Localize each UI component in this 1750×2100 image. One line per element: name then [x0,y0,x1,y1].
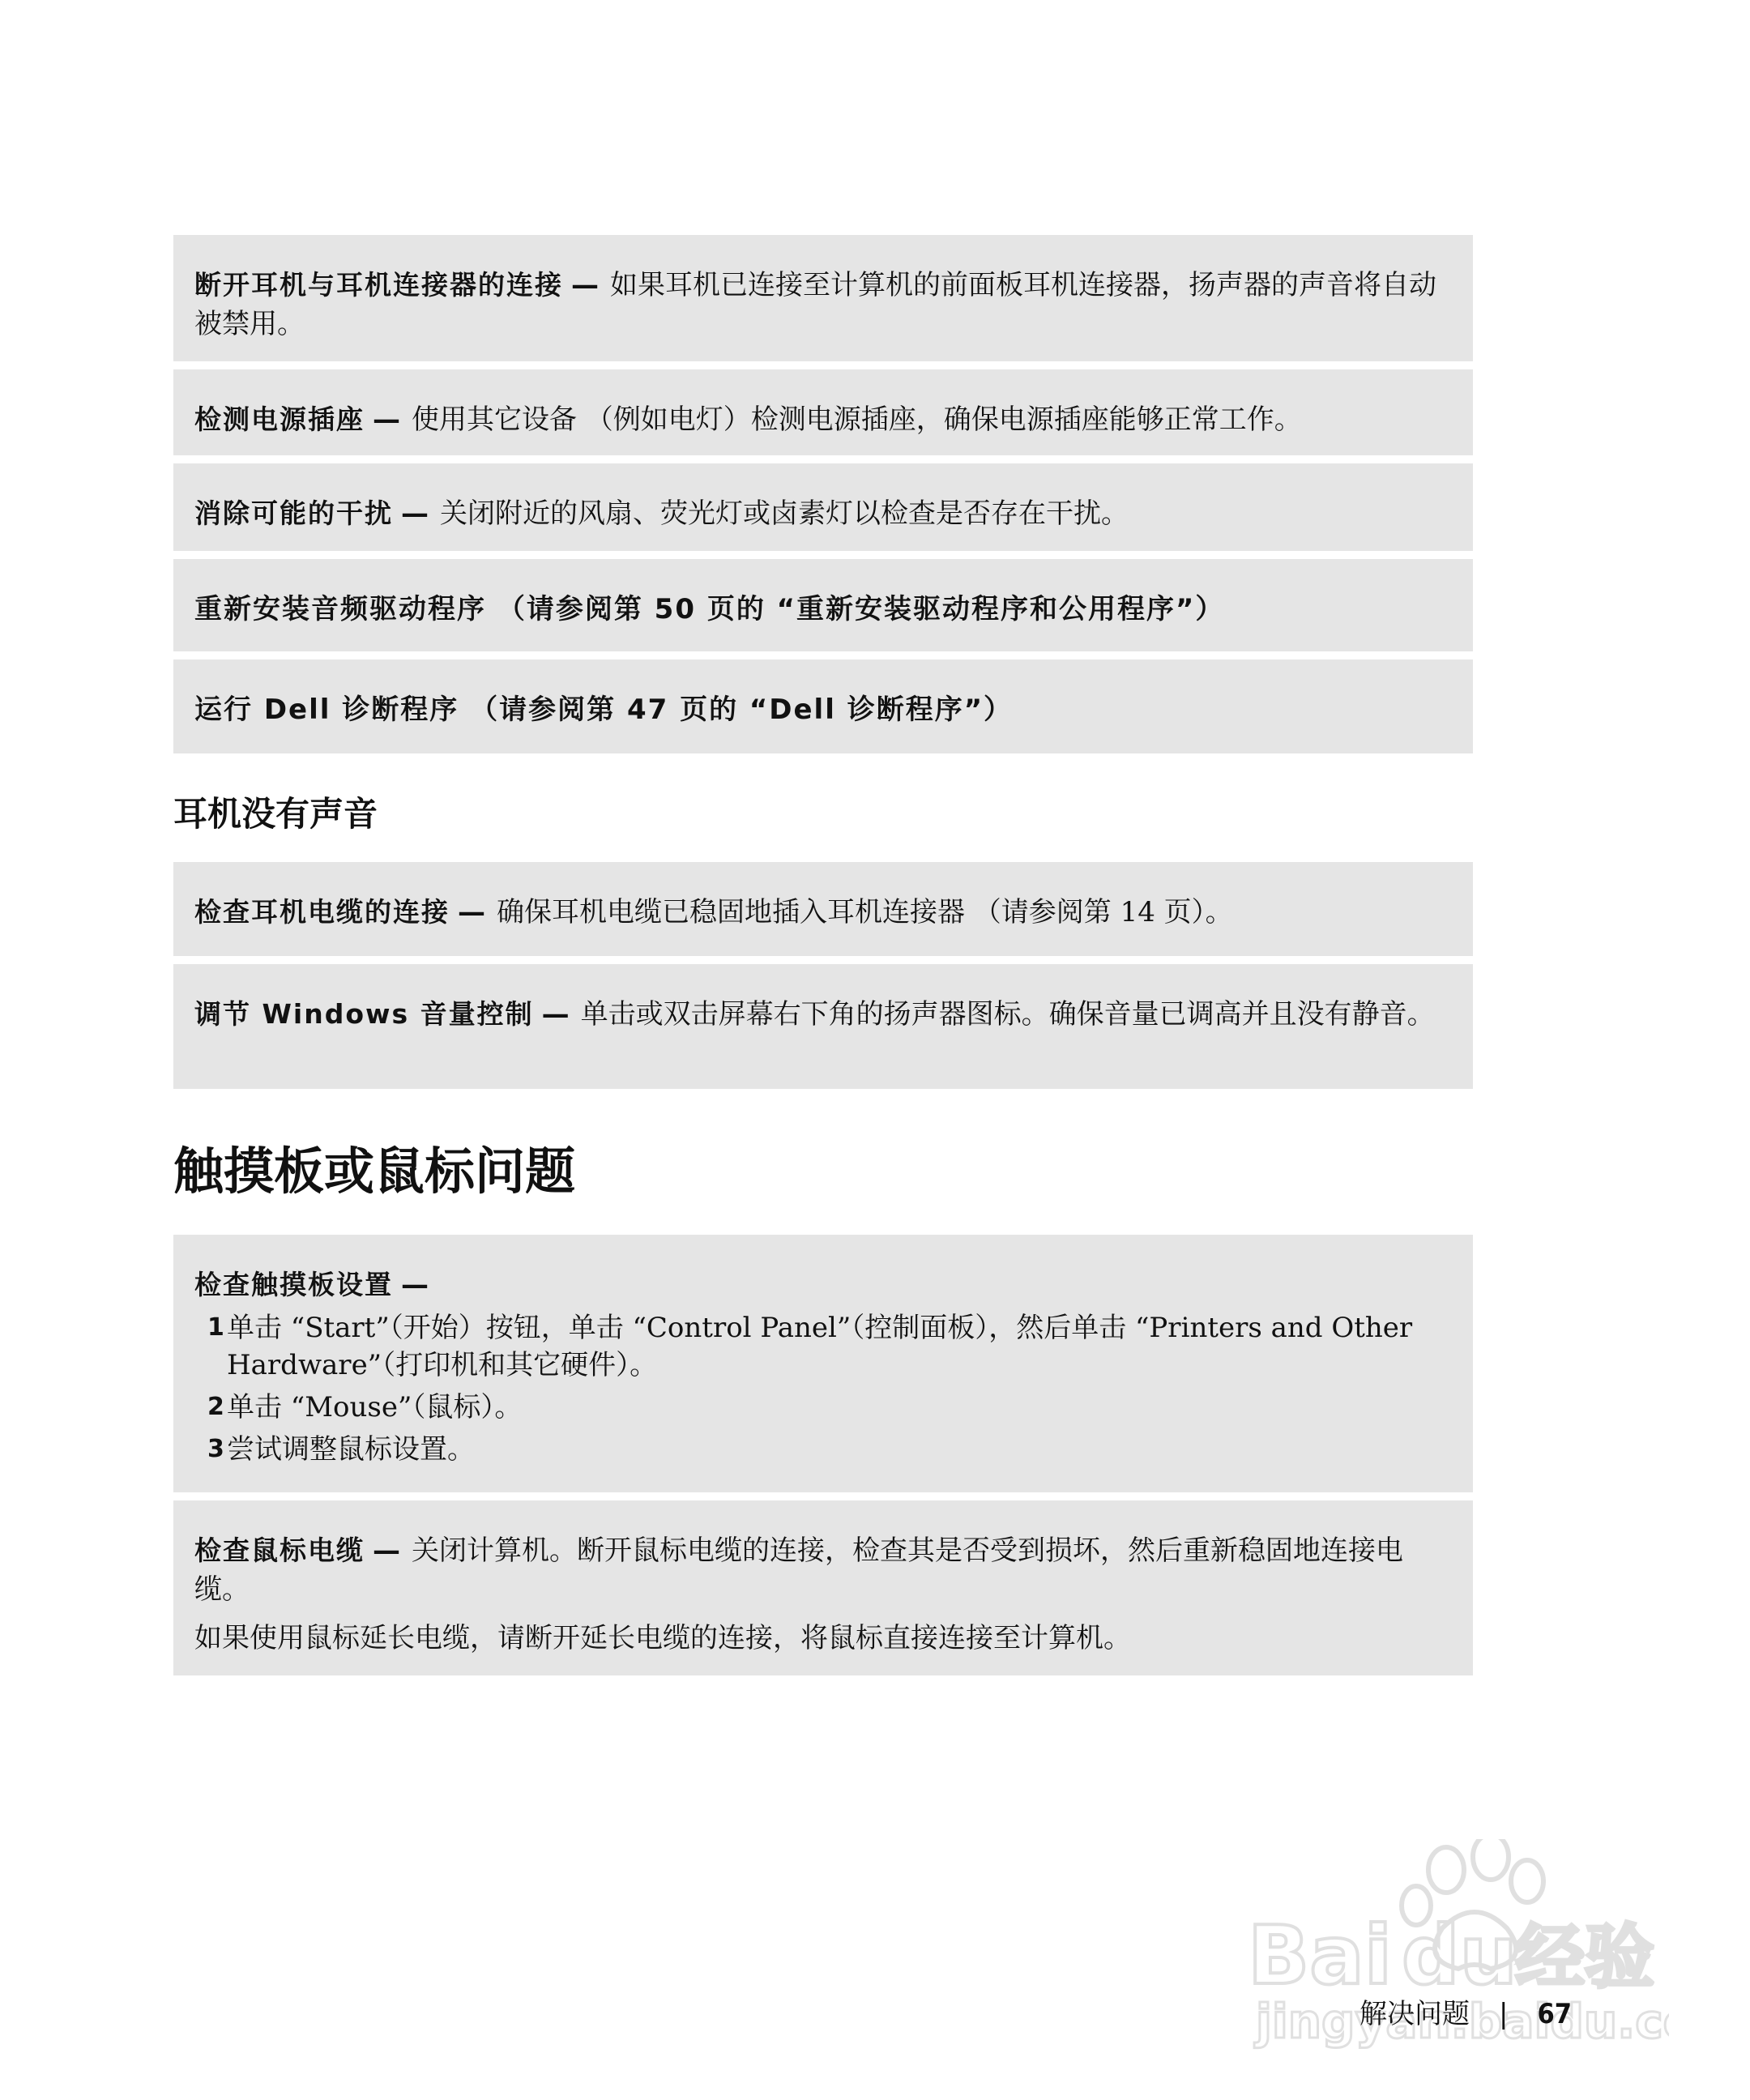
tip-box-disconnect-headphones [173,235,1473,361]
em-dash: — [571,269,599,301]
tip-text: 关闭附近的风扇、荧光灯或卤素灯以检查是否存在干扰。 [440,497,1129,530]
page-footer [1359,1991,1572,2031]
list-item [194,1389,1452,1426]
step-text: 尝试调整鼠标设置。 [227,1433,475,1466]
tip-lead: 检测电源插座 [194,403,365,435]
steps-list [194,1309,1452,1468]
tip-box-test-outlet [173,369,1473,455]
step-text: 单击 “Start”（开始）按钮，单击 “Control Panel”（控制面板），然后单击 “Printers and Other Hardware”（打印机和其它硬件）。 [227,1312,1413,1381]
footer-section-title: 解决问题 [1359,1998,1470,2030]
tip-box-reinstall-audio-driver [173,559,1473,651]
tip-text: 如果耳机已连接至计算机的前面板耳机连接器，扬声器的声音将自动被禁用。 [194,269,1436,340]
step-number: 1 [207,1313,224,1342]
watermark-product: 经验 [1515,1917,1654,1998]
tip-box-run-dell-diagnostics [173,659,1473,753]
page-number: 67 [1537,1998,1573,2030]
tip-paragraph [194,1266,1452,1304]
em-dash: — [401,1269,429,1301]
tip-lead: 运行 Dell 诊断程序 （请参阅第 47 页的 “Dell 诊断程序”） [194,694,1014,726]
tip-text: 关闭计算机。断开鼠标电缆的连接，检查其是否受到损坏，然后重新稳固地连接电缆。 [194,1534,1403,1606]
watermark-brand2: du [1402,1908,1517,2003]
tip-paragraph [194,1531,1452,1609]
em-dash: — [458,896,485,928]
tip-box-check-mouse-cable [173,1500,1473,1675]
tip-text: 单击或双击屏幕右下角的扬声器图标。确保音量已调高并且没有静音。 [580,998,1435,1031]
tip-lead: 检查鼠标电缆 [194,1534,365,1566]
step-number: 2 [207,1393,224,1421]
tip-paragraph [194,995,1452,1034]
tip-paragraph [194,494,1452,533]
list-item [194,1309,1452,1384]
tip-lead: 检查触摸板设置 [194,1269,393,1300]
tip-lead: 重新安装音频驱动程序 （请参阅第 50 页的 “重新安装驱动程序和公用程序”） [194,593,1225,625]
tip-box-check-headphone-cable [173,862,1473,956]
tip-lead: 检查耳机电缆的连接 [194,896,450,928]
tip-box-adjust-windows-volume [173,964,1473,1089]
tip-lead: 断开耳机与耳机连接器的连接 [194,269,563,301]
em-dash: — [401,497,429,530]
watermark-url: jingyan.baidu.c [1256,1994,1663,2049]
tip-paragraph [194,400,1452,439]
em-dash: — [373,1534,400,1567]
tip-paragraph [194,266,1452,344]
tip-text: 确保耳机电缆已稳固地插入耳机连接器 （请参阅第 14 页）。 [497,896,1233,928]
step-text: 单击 “Mouse”（鼠标）。 [227,1391,523,1423]
em-dash: — [541,998,570,1031]
list-item [194,1431,1452,1468]
watermark-brand: Bai [1248,1908,1392,2003]
tip-box-eliminate-interference [173,463,1473,551]
tip-paragraph [194,893,1452,932]
section-heading-touchpad-mouse: 触摸板或鼠标问题 [173,1142,576,1201]
footer-separator: | [1499,1998,1509,2030]
tip-note: 如果使用鼠标延长电缆，请断开延长电缆的连接，将鼠标直接连接至计算机。 [194,1622,1131,1654]
tip-lead: 调节 Windows 音量控制 [194,998,534,1030]
step-number: 3 [207,1435,224,1463]
tip-lead: 消除可能的干扰 [194,497,393,529]
tip-text: 使用其它设备 （例如电灯）检测电源插座，确保电源插座能够正常工作。 [412,403,1302,436]
section-heading-headphones: 耳机没有声音 [173,794,378,834]
tip-box-check-touchpad-settings [173,1235,1473,1492]
em-dash: — [373,403,400,436]
